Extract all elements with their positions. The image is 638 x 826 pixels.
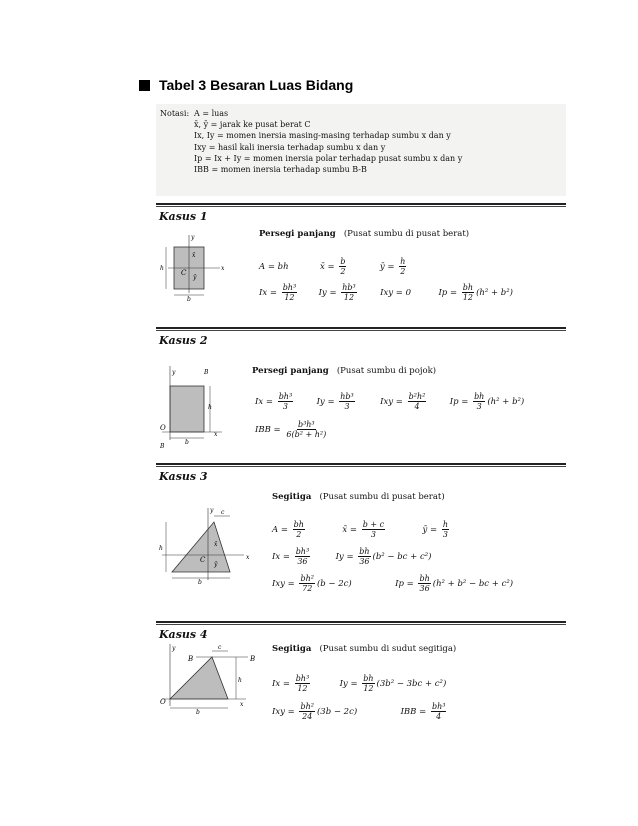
origin-label: O	[160, 424, 166, 432]
numerator: bh²	[300, 702, 314, 711]
c-label: c	[218, 644, 222, 651]
numerator: b³h³	[297, 420, 315, 429]
divider	[156, 206, 566, 207]
case-3-eq-row3: Ixy = $\frac{\text{bh²}}{72}$ (b − 2c) Ip = $\frac{bh}{36}$ (h² + b² − bc + c²)	[272, 574, 514, 593]
shape-name: Persegi panjang	[252, 366, 329, 376]
denominator: 2	[340, 267, 346, 276]
denominator: 2	[400, 267, 406, 276]
case-2-figure	[158, 364, 238, 450]
numerator: bh³	[282, 283, 297, 292]
c-label: c	[221, 509, 225, 516]
case-4-eq-row2: Ixy = $\frac{\text{bh²}}{24}$ (3b − 2c) IBB = $\frac{\text{bh³}}{4}$	[272, 702, 446, 721]
notation-line: Ix, Iy = momen inersia masing-masing terhadap sumbu x dan y	[194, 131, 451, 141]
section-heading	[139, 77, 353, 93]
divider	[156, 624, 566, 625]
numerator: b	[340, 257, 346, 266]
y-label: y	[210, 507, 214, 514]
y-label: y	[172, 369, 176, 376]
h-label: h	[208, 404, 212, 411]
fraction	[339, 257, 346, 276]
case-1-figure	[158, 227, 238, 303]
section-title: Tabel 3 Besaran Luas Bidang	[159, 77, 354, 93]
y-label: y	[191, 234, 195, 241]
case-1	[156, 203, 566, 223]
notation-line: A = luas	[194, 109, 229, 118]
case-2-eq-row2	[255, 420, 329, 439]
ibb-eq: IBB =	[400, 707, 427, 717]
b-label: b	[185, 439, 189, 446]
fraction	[473, 392, 485, 411]
triangle-shape	[170, 657, 228, 699]
rectangle-shape	[170, 386, 204, 432]
ibb-eq: IBB =	[255, 425, 281, 435]
fraction	[431, 702, 446, 721]
divider	[156, 621, 566, 623]
case-1-eq-row1	[259, 257, 408, 276]
notation-list	[160, 108, 462, 175]
centroid-label: C	[181, 269, 187, 277]
denominator: 3	[442, 530, 448, 539]
area-eq: A =	[272, 525, 288, 535]
h-label: h	[160, 265, 164, 272]
b-bottom-label: B	[160, 443, 165, 450]
ybar-eq: ȳ =	[422, 525, 438, 535]
iy-eq: Iy =	[335, 552, 354, 562]
fraction	[399, 257, 406, 276]
notation-line: Ixy = hasil kali inersia terhadap sumbu x dan y	[194, 142, 386, 152]
divider	[156, 463, 566, 465]
denominator: 4	[414, 402, 420, 411]
numerator: b²h²	[408, 392, 426, 401]
case-title: Kasus 1	[159, 210, 208, 223]
numerator: bh²	[300, 574, 314, 583]
fraction	[282, 283, 297, 302]
divider	[156, 203, 566, 205]
case-2-eq-row1: Ix = $\frac{\text{bh³}}{3}$ Iy = $\frac{\text{hb³}}{3}$ Ixy = $\frac{\text{b²h²}}{4}$ Ip = $\frac{bh}{3}$ (h² + b²)	[255, 392, 525, 411]
case-title: Kasus 4	[159, 628, 208, 641]
iy-eq: Iy =	[339, 679, 358, 689]
numerator: h	[400, 257, 406, 266]
b-label: b	[198, 579, 202, 586]
fraction	[295, 674, 310, 693]
fraction	[408, 392, 427, 411]
numerator: bh	[363, 674, 374, 683]
case-title: Kasus 3	[159, 470, 208, 483]
xbar-eq: x̄ =	[320, 262, 335, 272]
denominator: 3	[344, 402, 350, 411]
case-4-header	[272, 644, 456, 654]
case-1-header	[259, 229, 469, 239]
shape-note: (Pusat sumbu di pojok)	[336, 366, 437, 376]
shape-note: (Pusat sumbu di pusat berat)	[319, 492, 445, 502]
fraction	[341, 283, 356, 302]
denominator: 12	[343, 293, 355, 302]
fraction	[299, 574, 314, 593]
case-4	[156, 621, 566, 641]
numerator: bh	[359, 547, 370, 556]
area-eq: A = bh	[259, 262, 289, 272]
fraction	[285, 420, 327, 439]
denominator: 12	[297, 684, 308, 693]
b-left-label: B	[188, 655, 194, 663]
denominator: 12	[462, 293, 474, 302]
centroid-label: C	[200, 556, 206, 564]
denominator: 3	[370, 530, 376, 539]
ixy-eq: Ixy =	[272, 707, 295, 717]
numerator: bh	[474, 392, 485, 401]
case-3-figure	[156, 504, 256, 590]
fraction	[278, 392, 293, 411]
triangle-shape	[172, 522, 230, 572]
case-3	[156, 463, 566, 483]
fraction	[442, 520, 449, 539]
numerator: hb³	[340, 392, 354, 401]
denominator: 2	[296, 530, 302, 539]
shape-note: (Pusat sumbu di pusat berat)	[343, 229, 470, 239]
b-right-label: B	[250, 655, 256, 663]
ybar-label: ȳ	[214, 561, 218, 568]
notation-line: IBB = momen inersia terhadap sumbu B-B	[194, 165, 367, 175]
case-3-eq-row2: Ix = $\frac{\text{bh³}}{36}$ Iy = $\frac{bh}{36}$ (b² − bc + c²)	[272, 547, 432, 566]
x-label: x	[221, 265, 225, 272]
divider	[156, 330, 566, 331]
divider	[156, 466, 566, 467]
fraction	[362, 520, 385, 539]
ybar-eq: ȳ =	[379, 262, 395, 272]
numerator: hb³	[342, 283, 356, 292]
fraction	[362, 674, 374, 693]
case-title: Kasus 2	[159, 334, 208, 347]
b-label: b	[196, 709, 200, 716]
fraction	[299, 702, 314, 721]
denominator: 3	[476, 402, 482, 411]
ip-eq: Ip =	[438, 288, 458, 298]
denominator: 4	[436, 712, 442, 721]
ix-eq: Ix =	[259, 288, 277, 298]
denominator: 12	[363, 684, 374, 693]
x-label: x	[214, 431, 218, 438]
denominator: 24	[302, 712, 313, 721]
y-label: y	[172, 645, 176, 652]
numerator: b + c	[362, 520, 385, 529]
numerator: bh³	[278, 392, 293, 401]
numerator: bh	[293, 520, 304, 529]
fraction	[462, 283, 474, 302]
ixy-eq: Ixy = 0	[380, 288, 412, 298]
x-label: x	[246, 554, 250, 561]
shape-name: Persegi panjang	[259, 229, 336, 239]
ix-eq: Ix =	[272, 552, 290, 562]
case-2-header	[252, 366, 436, 376]
case-3-header	[272, 492, 445, 502]
ixy-eq: Ixy =	[272, 579, 295, 589]
notation-line: x̄, ȳ = jarak ke pusat berat C	[194, 120, 311, 130]
case-4-figure	[156, 642, 268, 718]
denominator: 36	[419, 584, 430, 593]
h-label: h	[159, 545, 163, 552]
numerator: bh	[462, 283, 474, 292]
denominator: 36	[297, 557, 308, 566]
xbar-label: x̄	[192, 252, 196, 259]
b-top-label: B	[204, 369, 209, 376]
iy-eq: Iy =	[318, 288, 337, 298]
bullet-square-icon	[139, 80, 150, 91]
numerator: h	[442, 520, 448, 529]
origin-label: O	[160, 698, 166, 706]
denominator: 6(b² + h²)	[286, 430, 327, 439]
case-1-eq-row2: Ix = $\frac{\text{bh³}}{12}$ Iy = $\frac{\text{hb³}}{12}$ Ixy = 0 Ip = $\frac{bh}{12}$ (h² + b²)	[259, 283, 513, 302]
notation-label: Notasi:	[160, 109, 190, 118]
fraction	[358, 547, 370, 566]
h-label: h	[238, 677, 242, 684]
ip-eq: Ip =	[395, 579, 414, 589]
fraction	[339, 392, 354, 411]
numerator: bh³	[295, 547, 310, 556]
denominator: 72	[302, 584, 313, 593]
ix-eq: Ix =	[255, 397, 273, 407]
iy-eq: Iy =	[316, 397, 335, 407]
shape-note: (Pusat sumbu di sudut segitiga)	[319, 644, 457, 654]
xbar-eq: x̄ =	[342, 525, 357, 535]
ix-eq: Ix =	[272, 679, 290, 689]
fraction	[295, 547, 310, 566]
fraction	[293, 520, 305, 539]
notation-line: Ip = Ix + Iy = momen inersia polar terhadap pusat sumbu x dan y	[194, 153, 463, 163]
numerator: bh	[419, 574, 430, 583]
x-label: x	[240, 701, 244, 708]
case-4-eq-row1: Ix = $\frac{\text{bh³}}{12}$ Iy = $\frac{bh}{12}$ (3b² − 3bc + c²)	[272, 674, 447, 693]
ybar-label: ȳ	[193, 274, 197, 281]
numerator: bh³	[431, 702, 446, 711]
ip-eq: Ip =	[449, 397, 469, 407]
case-2	[156, 327, 566, 347]
shape-name: Segitiga	[272, 492, 312, 502]
fraction	[418, 574, 430, 593]
ixy-eq: Ixy =	[380, 397, 403, 407]
denominator: 3	[282, 402, 288, 411]
case-3-eq-row1	[272, 520, 451, 539]
xbar-label: x̄	[214, 541, 218, 548]
b-label: b	[187, 296, 191, 303]
numerator: bh³	[295, 674, 310, 683]
denominator: 12	[284, 293, 295, 302]
divider	[156, 327, 566, 329]
denominator: 36	[359, 557, 370, 566]
shape-name: Segitiga	[272, 644, 312, 654]
